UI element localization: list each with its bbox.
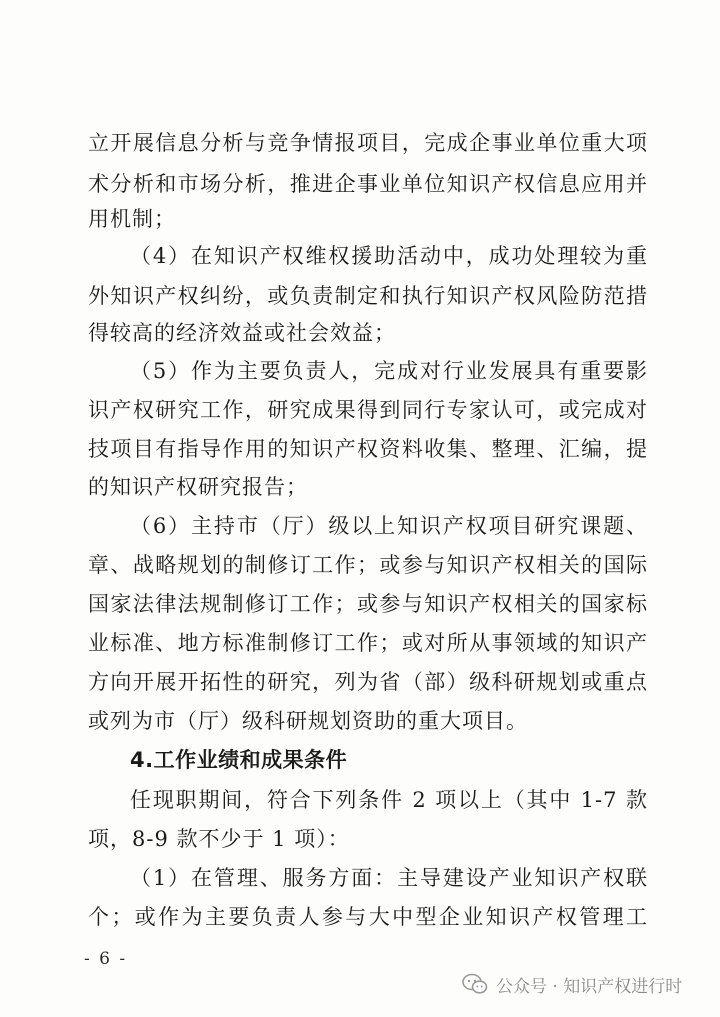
page-number: - 6 - — [84, 949, 128, 969]
text-line: （6）主持市（厅）级以上知识产权项目研究课题、 — [130, 514, 648, 538]
text-line: 术分析和市场分析，推进企事业单位知识产权信息应用并 — [88, 172, 648, 196]
text-line: （4）在知识产权维权援助活动中，成功处理较为重 — [130, 244, 648, 268]
text-line: 立开展信息分析与竞争情报项目，完成企事业单位重大项 — [88, 131, 648, 155]
section-heading: 4.工作业绩和成果条件 — [130, 748, 348, 772]
text-line: 章、战略规划的制修订工作；或参与知识产权相关的国际 — [88, 553, 648, 577]
text-line: 的知识产权研究报告； — [88, 475, 308, 499]
wechat-icon — [462, 973, 488, 995]
text-line: 方向开展开拓性的研究，列为省（部）级科研规划或重点 — [88, 670, 648, 694]
text-line: （1）在管理、服务方面：主导建设产业知识产权联 — [130, 866, 648, 890]
text-line: 或列为市（厅）级科研规划资助的重大项目。 — [88, 709, 528, 733]
text-line: 用机制； — [88, 207, 176, 231]
text-line: （5）作为主要负责人，完成对行业发展具有重要影 — [130, 359, 648, 383]
text-line: 外知识产权纠纷，或负责制定和执行知识产权风险防范措 — [88, 284, 648, 308]
watermark-text: 公众号 · 知识产权进行时 — [496, 976, 683, 997]
text-line: 得较高的经济效益或社会效益； — [88, 321, 396, 345]
text-line: 国家法律法规制修订工作；或参与知识产权相关的国家标 — [88, 592, 648, 616]
text-line: 个；或作为主要负责人参与大中型企业知识产权管理工 — [88, 905, 648, 929]
text-line: 业标准、地方标准制修订工作；或对所从事领域的知识产 — [88, 631, 648, 655]
text-line: 技项目有指导作用的知识产权资料收集、整理、汇编，提 — [88, 437, 648, 461]
text-line: 任现职期间，符合下列条件 2 项以上（其中 1-7 款 — [130, 788, 648, 812]
watermark — [462, 970, 682, 998]
text-line: 识产权研究工作，研究成果得到同行专家认可，或完成对 — [88, 398, 648, 422]
text-line: 项，8-9 款不少于 1 项）： — [88, 827, 350, 851]
